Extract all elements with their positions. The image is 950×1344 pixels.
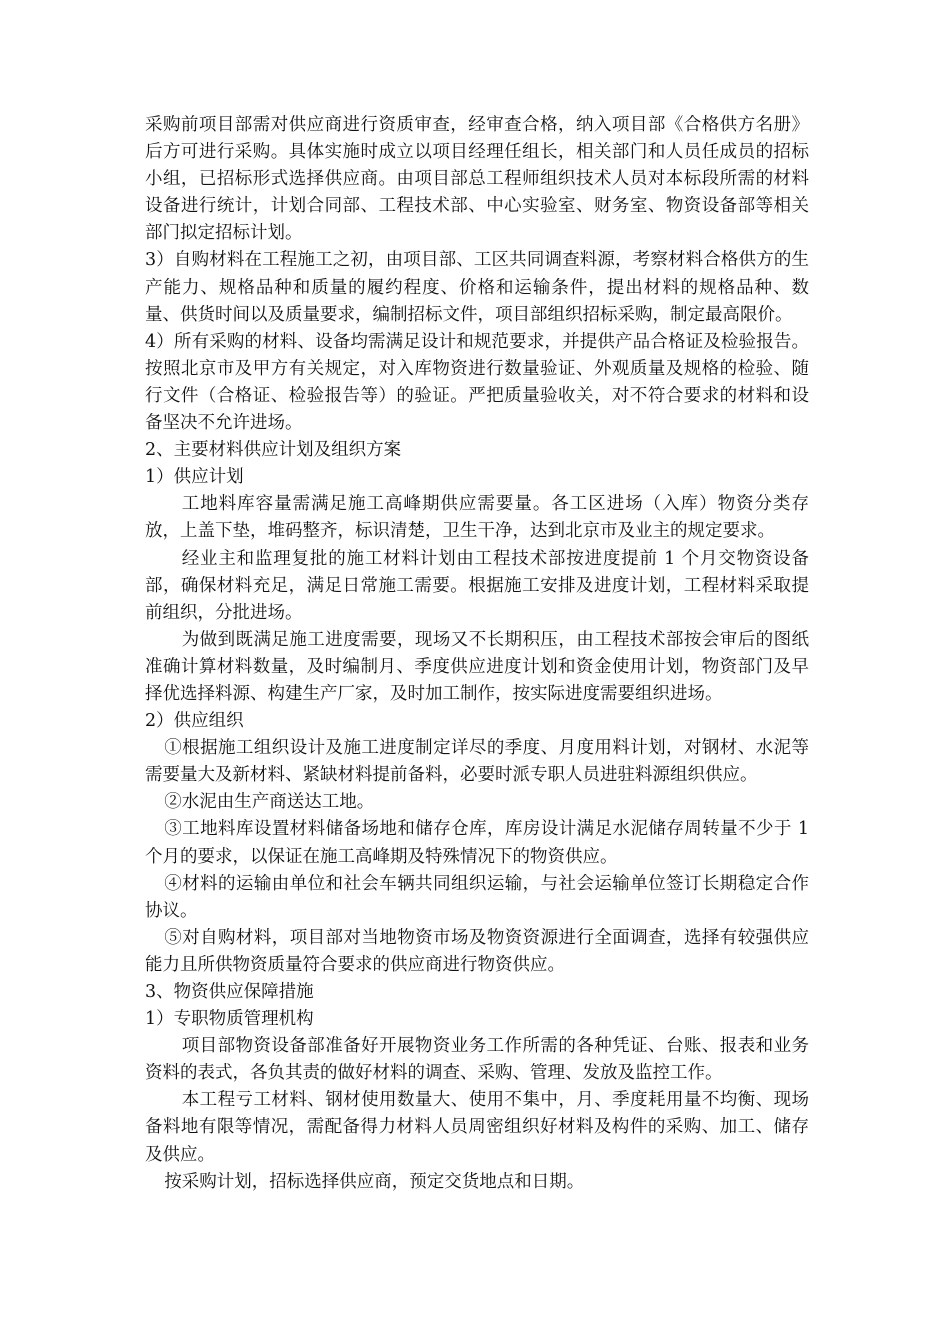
- subheading-management-agency: 1）专职物质管理机构: [145, 1009, 314, 1030]
- list-item-4: ④材料的运输由单位和社会车辆共同组织运输，与社会运输单位签订长期稳定合作协议。: [145, 873, 809, 921]
- subheading-supply-organization: 2）供应组织: [145, 711, 244, 732]
- paragraph-tender-delivery: 按采购计划，招标选择供应商，预定交货地点和日期。: [164, 1171, 585, 1192]
- subheading-supply-plan: 1）供应计划: [145, 467, 244, 488]
- paragraph-procurement-review: 采购前项目部需对供应商进行资质审查，经审查合格，纳入项目部《合格供方名册》后方可进行采购。具体实施时成立以项目经理任组长，相关部门和人员任成员的招标小组，已招标形式选择供应商。由项目部总工程师组织技术人员对本标段所需的材料设备进行统计，计划合同部、工程技术部、中心实验室、财务室、物资设备部等相关部门拟定招标计划。: [145, 115, 809, 244]
- list-item-1: ①根据施工组织设计及施工进度制定详尽的季度、月度用料计划，对钢材、水泥等需要量大及新材料、紧缺材料提前备料，必要时派专职人员进驻料源组织供应。: [145, 738, 809, 786]
- paragraph-materials-department: 项目部物资设备部准备好开展物资业务工作所需的各种凭证、台账、报表和业务资料的表式，各负其责的做好材料的调查、采购、管理、发放及监控工作。: [145, 1036, 809, 1084]
- paragraph-warehouse-capacity: 工地料库容量需满足施工高峰期供应需要量。各工区进场（入库）物资分类存放，上盖下垫，堆码整齐，标识清楚，卫生干净，达到北京市及业主的规定要求。: [145, 494, 809, 542]
- list-item-3: ③工地料库设置材料储备场地和储存仓库，库房设计满足水泥储存周转量不少于 1 个月的要求，以保证在施工高峰期及特殊情况下的物资供应。: [145, 819, 809, 867]
- paragraph-material-schedule: 经业主和监理复批的施工材料计划由工程技术部按进度提前 1 个月交物资设备部，确保材料充足，满足日常施工需要。根据施工安排及进度计划，工程材料采取提前组织，分批进场。: [145, 548, 809, 623]
- list-item-2: ②水泥由生产商送达工地。: [164, 792, 375, 813]
- paragraph-quality-requirements: 4）所有采购的材料、设备均需满足设计和规范要求，并提供产品合格证及检验报告。按照北京市及甲方有关规定，对入库物资进行数量验证、外观质量及规格的检验、随行文件（合格证、检验报告等）的验证。严把质量验收关，对不符合要求的材料和设备坚决不允许进场。: [145, 331, 809, 434]
- list-item-5: ⑤对自购材料，项目部对当地物资市场及物资资源进行全面调查，选择有较强供应能力且所供物资质量符合要求的供应商进行物资供应。: [145, 927, 809, 975]
- section-heading-supply-plan: 2、主要材料供应计划及组织方案: [145, 440, 402, 461]
- paragraph-progress-needs: 为做到既满足施工进度需要，现场又不长期积压，由工程技术部按会审后的图纸准确计算材料数量，及时编制月、季度供应进度计划和资金使用计划，物资部门及早择优选择料源、构建生产厂家，及时加工制作，按实际进度需要组织进场。: [145, 629, 809, 704]
- paragraph-self-purchase: 3）自购材料在工程施工之初，由项目部、工区共同调查料源，考察材料合格供方的生产能力、规格品种和质量的履约程度、价格和运输条件，提出材料的规格品种、数量、供货时间以及质量要求，编制招标文件，项目部组织招标采购，制定最高限价。: [145, 250, 809, 325]
- section-heading-supply-guarantee: 3、物资供应保障措施: [145, 982, 314, 1002]
- paragraph-staffing: 本工程亏工材料、钢材使用数量大、使用不集中，月、季度耗用量不均衡、现场备料地有限等情况，需配备得力材料人员周密组织好材料及构件的采购、加工、储存及供应。: [145, 1090, 809, 1165]
